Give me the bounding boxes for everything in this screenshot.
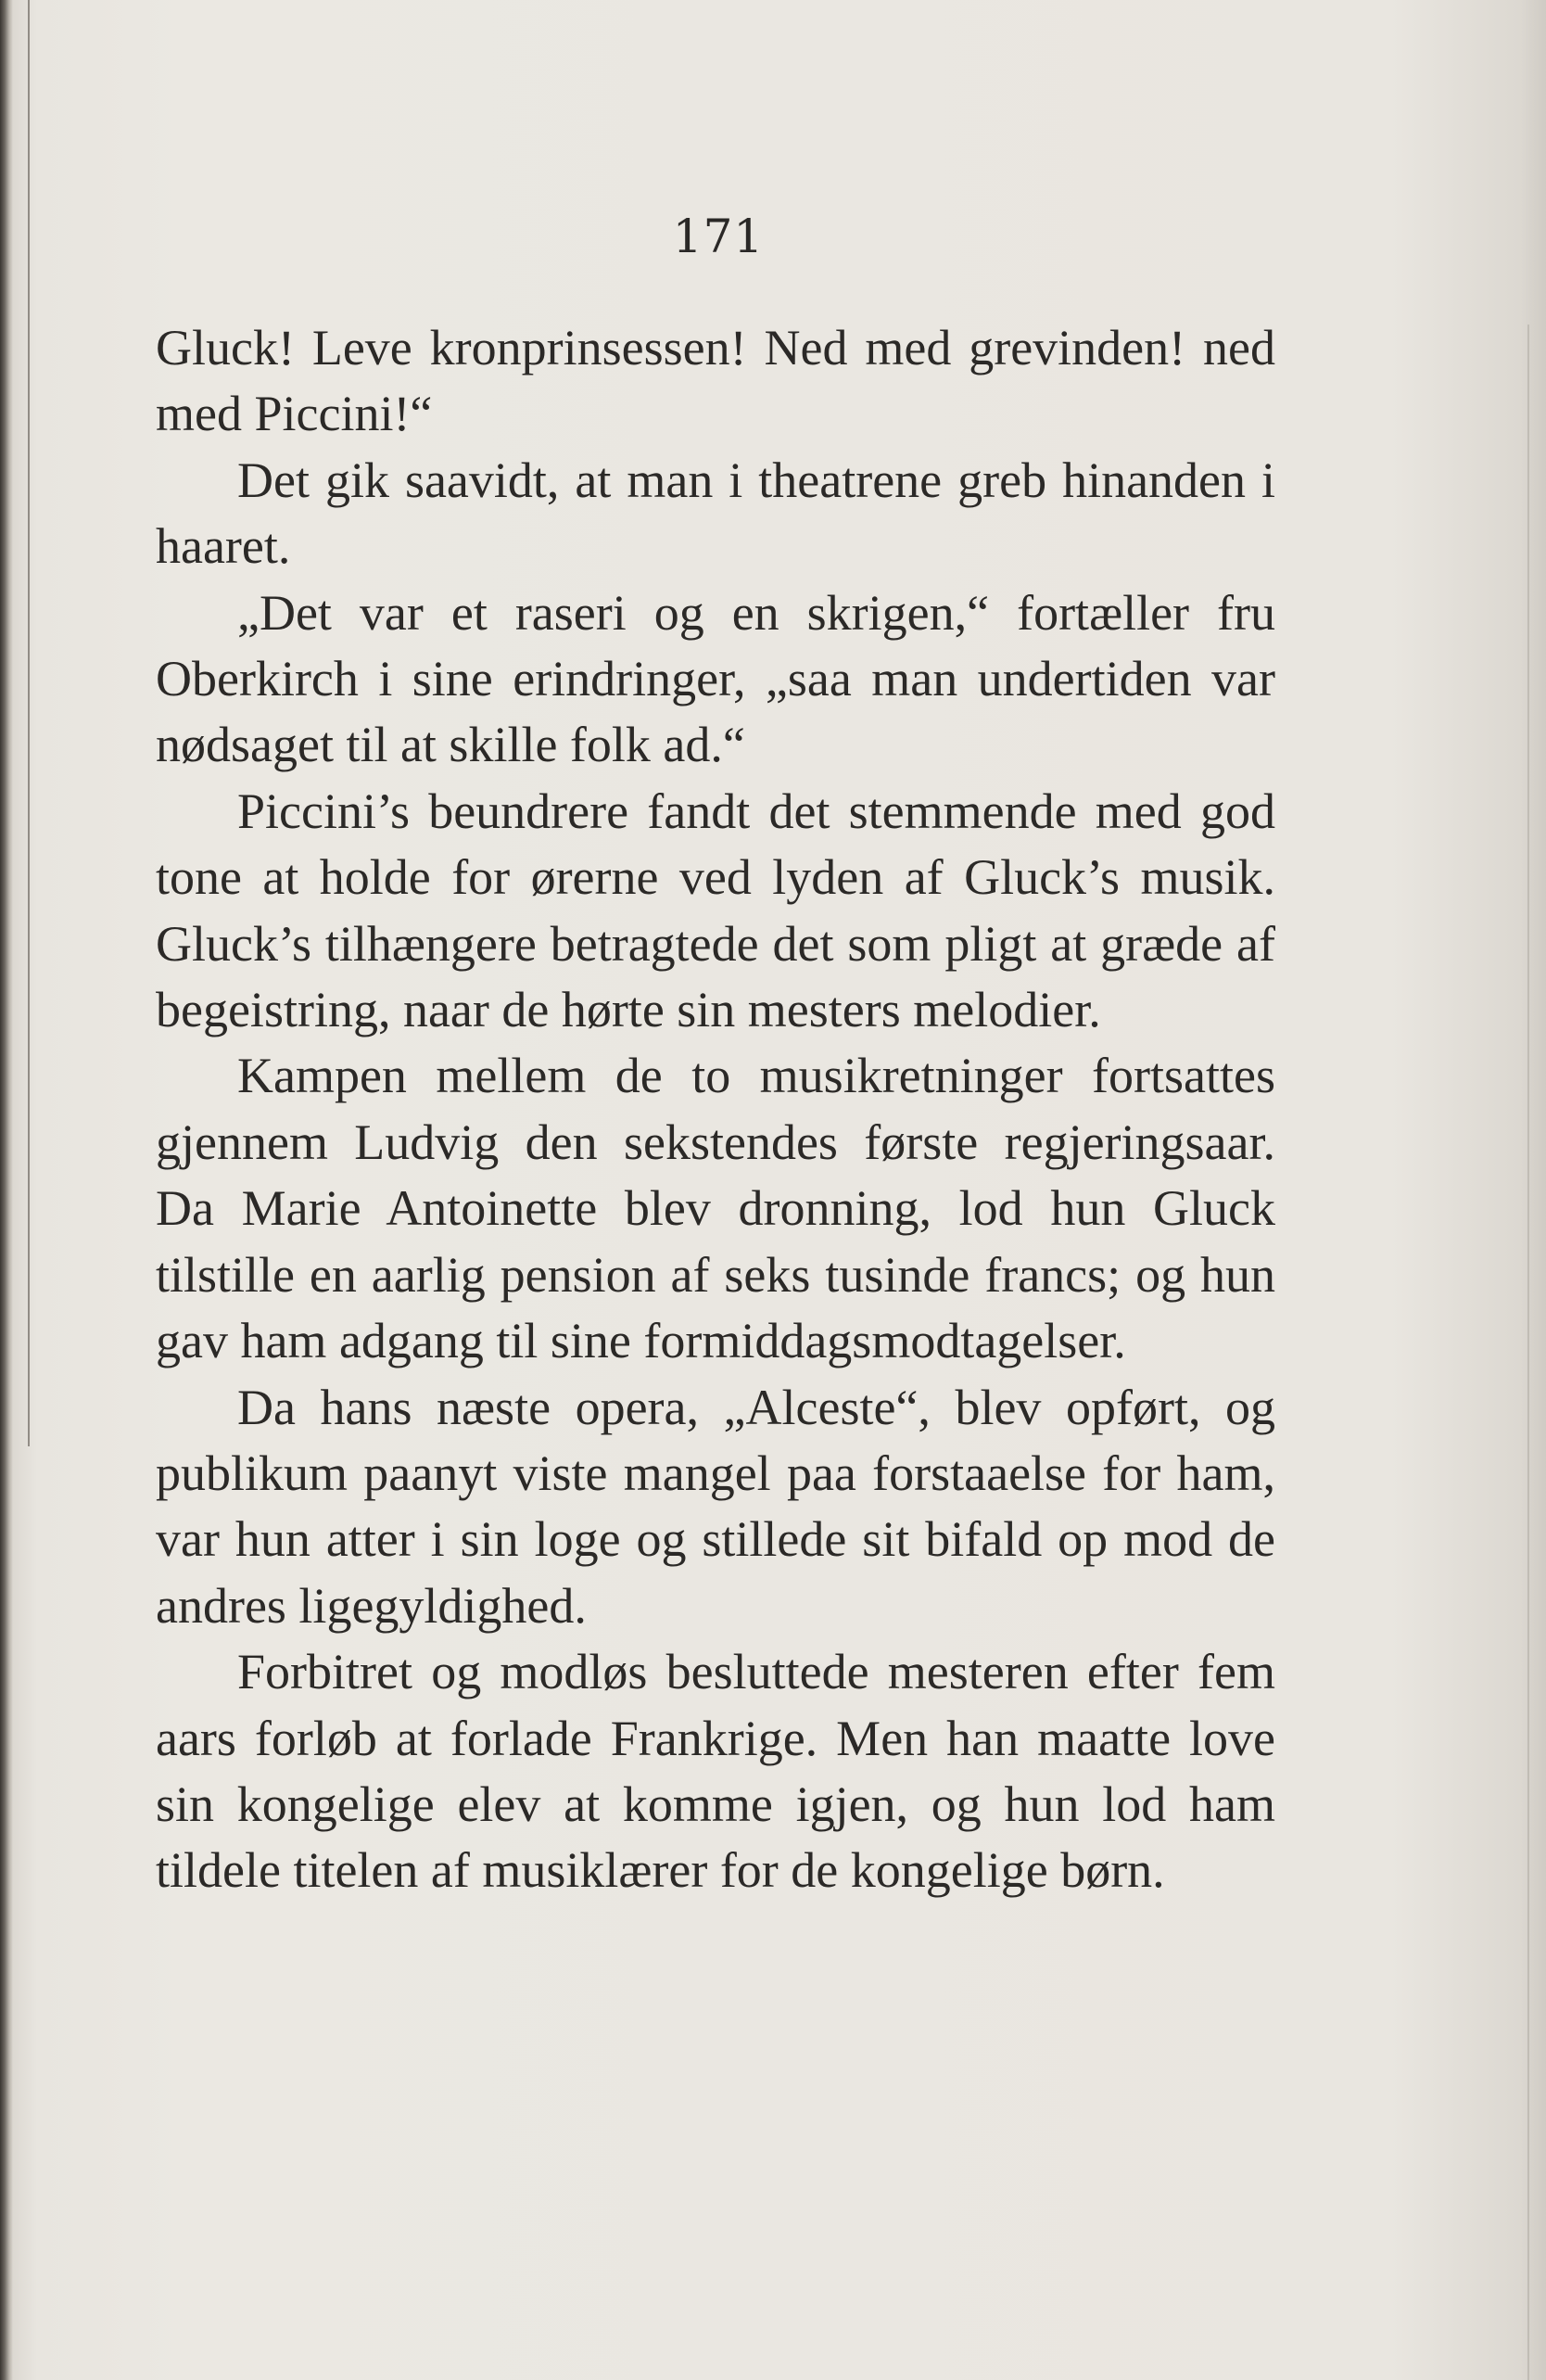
paragraph: Kampen mellem de to musikretninger fortsattes gjennem Ludvig den sekstendes første regjeringsaar. Da Marie Antoinette blev dronning, lod hun Gluck tilstille en aarlig pension af seks tusinde francs; og hun gav ham adgang til sine formiddagsmodtagelser.: [156, 1048, 1275, 1369]
page-right-edge: [1527, 325, 1529, 2380]
paragraph: „Det var et raseri og en skrigen,“ fortæller fru Oberkirch i sine erindringer, „saa man undertiden var nødsaget til at skille folk ad.“: [156, 584, 1275, 773]
paragraph: Det gik saavidt, at man i theatrene greb hinanden i haaret.: [156, 452, 1275, 575]
paragraph: Da hans næste opera, „Alceste“, blev opført, og publikum paanyt viste mangel paa forstaaelse for ham, var hun atter i sin loge og stillede sit bifald op mod de andres ligegyldighed.: [156, 1379, 1275, 1634]
paragraph: Piccini’s beundrere fandt det stemmende med god tone at holde for ørerne ved lyden af Gluck’s musik. Gluck’s tilhængere betragtede det som pligt at græde af begeistring, naar de hørte sin mesters melodier.: [156, 783, 1275, 1038]
page-number: 171: [672, 210, 765, 263]
page-binding-edge: [0, 0, 13, 2380]
paragraph: Gluck! Leve kronprinsessen! Ned med grevinden! ned med Piccini!“: [156, 320, 1275, 442]
body-text: [156, 315, 1275, 1904]
paragraph: Forbitret og modløs besluttede mesteren efter fem aars forløb at forlade Frankrige. Men han maatte love sin kongelige elev at komme igjen, og hun lod ham tildele titelen af musiklærer for de kongelige børn.: [156, 1644, 1275, 1899]
